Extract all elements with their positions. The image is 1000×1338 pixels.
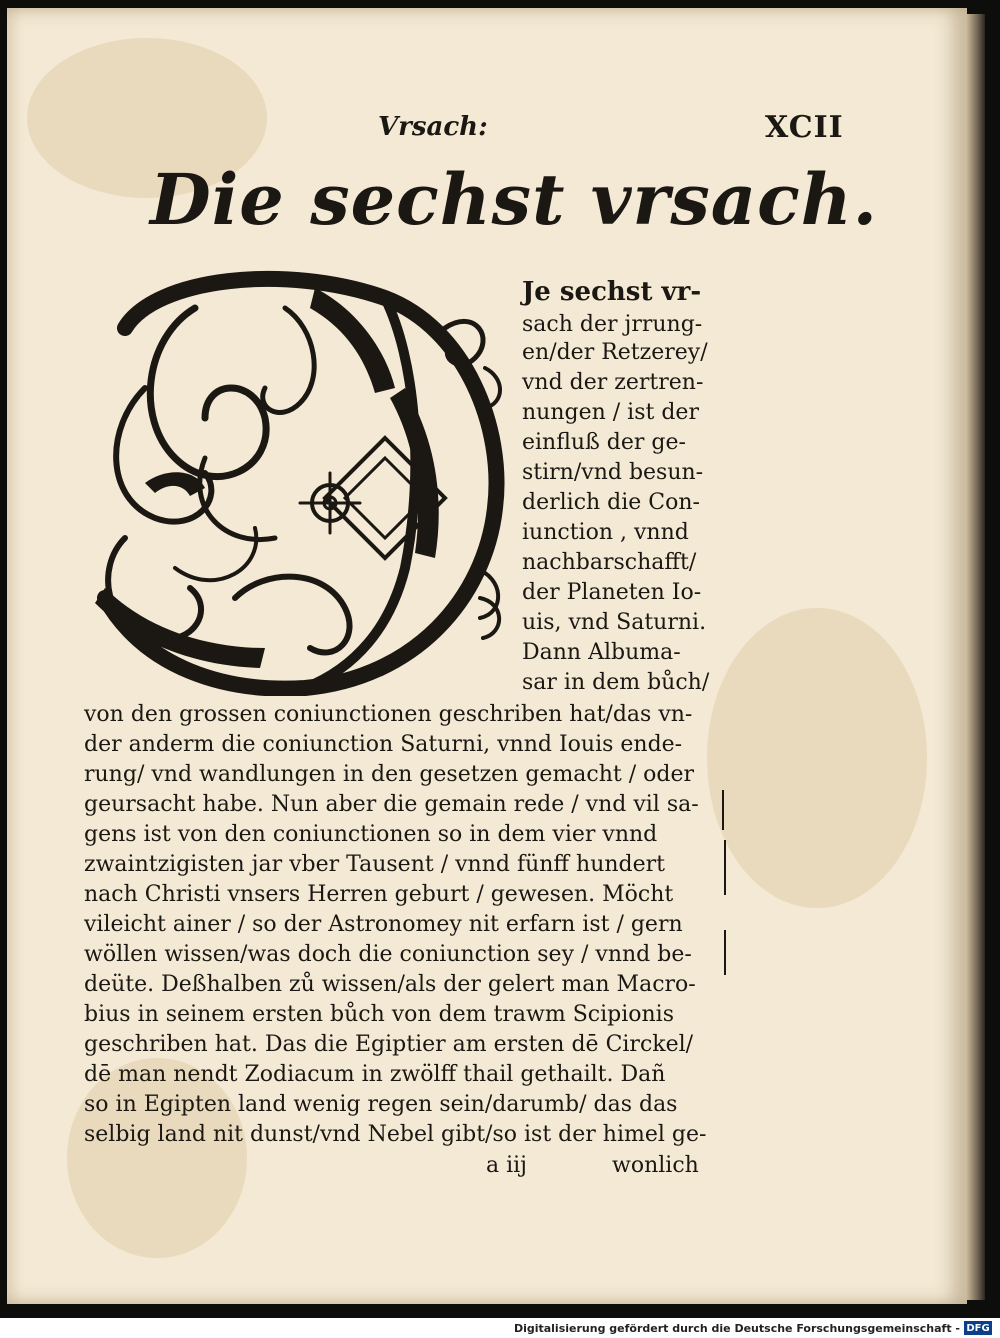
text-line: nungen / ist der <box>522 400 699 425</box>
text-line: geursacht habe. Nun aber die gemain rede / vnd vil sa- <box>84 792 699 817</box>
text-line: stirn/vnd besun- <box>522 460 704 485</box>
text-line: einfluß der ge- <box>522 430 686 455</box>
text-line: derlich die Con- <box>522 490 700 515</box>
text-line: iunction , vnnd <box>522 520 689 545</box>
text-line: sar in dem bůch/ <box>522 670 710 695</box>
dfg-logo: DFG <box>964 1321 992 1335</box>
signature-mark: a iij <box>486 1153 528 1178</box>
text-line: Je sechst vr- <box>522 277 702 307</box>
text-line: der anderm die coniunction Saturni, vnnd Iouis ende- <box>84 732 683 757</box>
paper-stain <box>707 608 927 908</box>
text-line: vnd der zertren- <box>522 370 704 395</box>
text-line: Dann Albuma- <box>522 640 681 665</box>
text-line: vileicht ainer / so der Astronomey nit erfarn ist / gern <box>84 912 683 937</box>
funding-credit: Digitalisierung gefördert durch die Deutsche Forschungsgemeinschaft - <box>513 1322 960 1335</box>
text-line: bius in seinem ersten bůch von dem trawm Scipionis <box>84 1002 674 1027</box>
margin-mark <box>724 930 726 975</box>
text-line: rung/ vnd wandlungen in den gesetzen gemacht / oder <box>84 762 695 787</box>
chapter-title: Die sechst vrsach. <box>150 158 878 241</box>
text-line: wöllen wissen/was doch die coniunction sey / vnnd be- <box>84 942 692 967</box>
text-line: geschriben hat. Das die Egiptier am ersten dē Circkel/ <box>84 1032 694 1057</box>
text-line: sach der jrrung- <box>522 312 703 337</box>
page-number: XCII <box>765 110 844 145</box>
text-line: der Planeten Io- <box>522 580 702 605</box>
text-line: von den grossen coniunctionen geschriben hat/das vn- <box>84 702 693 727</box>
text-line: nach Christi vnsers Herren geburt / gewesen. Möcht <box>84 882 674 907</box>
text-line: so in Egipten land wenig regen sein/darumb/ das das <box>84 1092 678 1117</box>
text-line: gens ist von den coniunctionen so in dem vier vnnd <box>84 822 658 847</box>
margin-mark <box>724 840 726 895</box>
decorated-initial <box>85 268 505 696</box>
margin-mark <box>722 790 724 830</box>
text-line: dē man nendt Zodiacum in zwölff thail gethailt. Dañ <box>84 1062 666 1087</box>
text-line: zwaintzigisten jar vber Tausent / vnnd fünff hundert <box>84 852 666 877</box>
catchword: wonlich <box>612 1153 699 1178</box>
text-line: deüte. Deßhalben zů wissen/als der gelert man Macro- <box>84 972 696 997</box>
running-head: Vrsach: <box>378 112 488 142</box>
text-line: selbig land nit dunst/vnd Nebel gibt/so ist der himel ge- <box>84 1122 707 1147</box>
text-line: uis, vnd Saturni. <box>522 610 707 635</box>
text-line: nachbarschafft/ <box>522 550 697 575</box>
page-edge <box>967 14 985 1300</box>
text-line: en/der Retzerey/ <box>522 340 708 365</box>
